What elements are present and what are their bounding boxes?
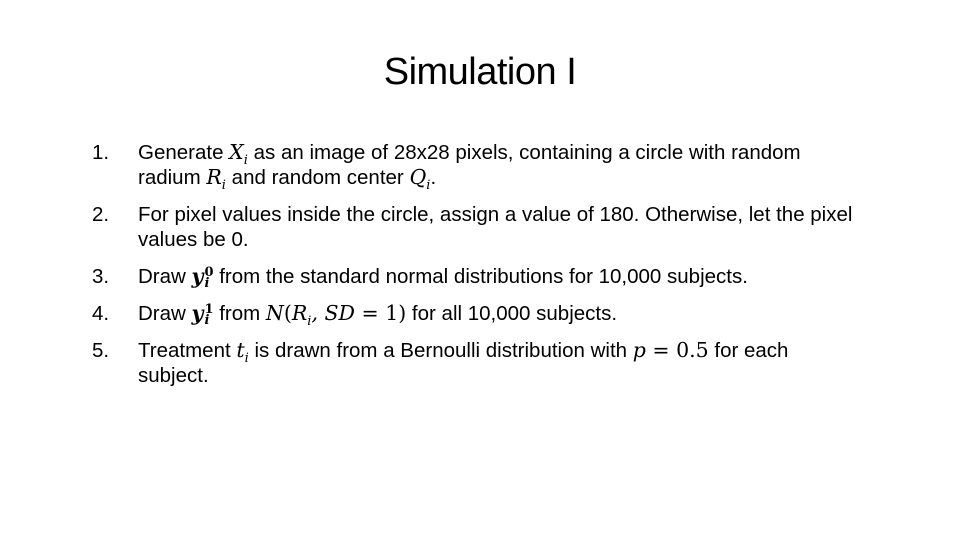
list-item [92, 202, 862, 252]
item-number: 1. [92, 141, 110, 164]
math-symbol: Q [409, 165, 427, 189]
math-symbol: ( [283, 301, 292, 325]
math-subscript: i [243, 153, 248, 169]
item-text: is drawn from a Bernoulli distribution with [248, 339, 633, 362]
math-symbol: y [191, 301, 204, 325]
item-text: and random center [225, 166, 410, 189]
math-symbol: = 0.5 [645, 338, 709, 362]
item-number: 3. [92, 265, 110, 288]
math-superscript: 1 [204, 301, 214, 317]
math-supsub [204, 301, 214, 328]
item-text: Generate [138, 141, 230, 164]
item-text: as an image of 28x28 pixels, containing a circle with random radium [138, 141, 801, 189]
math-subscript: i [204, 275, 210, 291]
item-number: 2. [92, 203, 110, 226]
item-text: from the standard normal distributions for 10,000 subjects. [213, 265, 748, 288]
math-subscript: i [204, 312, 210, 328]
list-item [92, 264, 862, 289]
item-text: Draw [138, 302, 192, 325]
math-superscript: 0 [204, 264, 214, 280]
math-symbol: p [632, 338, 646, 362]
item-text: for all 10,000 subjects. [406, 302, 618, 325]
item-text: . [430, 166, 437, 189]
item-text: Treatment [138, 339, 237, 362]
item-text: for each subject. [138, 339, 789, 387]
item-text: Draw [138, 265, 192, 288]
math-subscript: i [221, 178, 226, 194]
item-text: For pixel values inside the circle, assign a value of 180. Otherwise, let the pixel values be 0. [138, 203, 853, 251]
slide-title: Simulation I [383, 51, 577, 93]
math-symbol: N [265, 301, 284, 325]
math-subscript: i [244, 351, 249, 367]
item-number: 4. [92, 302, 110, 325]
math-symbol: X [229, 140, 244, 164]
math-supsub [204, 264, 214, 291]
math-subscript: i [307, 314, 312, 330]
item-text: from [213, 302, 266, 325]
math-symbol: , SD [311, 301, 355, 325]
math-subscript: i [426, 178, 431, 194]
list-item [92, 338, 862, 388]
math-symbol: R [291, 301, 308, 325]
math-symbol: R [206, 165, 222, 189]
math-symbol: = 1) [354, 301, 407, 325]
list-item [92, 140, 862, 194]
list-item [92, 301, 862, 330]
bullet-list [92, 140, 862, 400]
math-symbol: t [236, 338, 245, 362]
item-number: 5. [92, 339, 110, 362]
math-symbol: y [191, 264, 204, 288]
